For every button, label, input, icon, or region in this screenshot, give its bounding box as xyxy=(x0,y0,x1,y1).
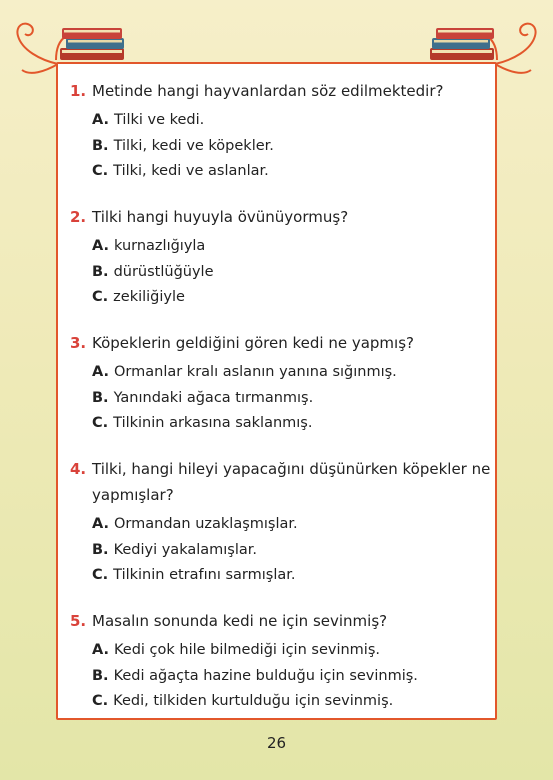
page-number: 26 xyxy=(266,734,287,752)
question-number: 5. xyxy=(70,612,87,630)
option-b[interactable]: B. Tilki, kedi ve köpekler. xyxy=(92,137,274,154)
question-number: 4. xyxy=(70,460,87,478)
option-c[interactable]: C. Kedi, tilkiden kurtulduğu için sevinmiş. xyxy=(92,693,394,709)
option-a[interactable]: A. Ormanlar kralı aslanın yanına sığınmış. xyxy=(92,364,397,380)
question-text: Tilki, hangi hileyi yapacağını düşünürken köpekler ne yapmışlar? xyxy=(92,460,491,504)
question-text: Köpeklerin geldiğini gören kedi ne yapmış? xyxy=(92,334,414,352)
option-b[interactable]: B. Kediyi yakalamışlar. xyxy=(92,541,257,558)
option-a[interactable]: A. Ormandan uzaklaşmışlar. xyxy=(92,516,298,532)
option-b[interactable]: B. Yanındaki ağaca tırmanmış. xyxy=(92,389,314,406)
question-number: 3. xyxy=(70,334,87,352)
question-1 xyxy=(70,78,500,185)
question-text: Tilki hangi huyuyla övünüyormuş? xyxy=(92,208,349,226)
option-c[interactable]: C. Tilki, kedi ve aslanlar. xyxy=(92,163,269,179)
question-text: Metinde hangi hayvanlardan söz edilmektedir? xyxy=(92,82,444,100)
option-b[interactable]: B. Kedi ağaçta hazine bulduğu için sevinmiş. xyxy=(92,667,418,684)
question-number: 1. xyxy=(70,82,87,100)
option-b[interactable]: B. dürüstlüğüyle xyxy=(92,263,214,280)
option-c[interactable]: C. zekiliğiyle xyxy=(92,289,185,305)
option-a[interactable]: A. Kedi çok hile bilmediği için sevinmiş. xyxy=(92,642,380,658)
question-3 xyxy=(70,330,500,437)
option-a[interactable]: A. Tilki ve kedi. xyxy=(92,112,205,128)
question-text: Masalın sonunda kedi ne için sevinmiş? xyxy=(92,612,388,630)
option-c[interactable]: C. Tilkinin etrafını sarmışlar. xyxy=(92,567,296,583)
book-stack-right xyxy=(430,28,494,60)
question-2 xyxy=(70,204,500,311)
option-a[interactable]: A. kurnazlığıyla xyxy=(92,238,206,254)
question-5 xyxy=(70,608,500,715)
question-4 xyxy=(70,456,500,589)
option-c[interactable]: C. Tilkinin arkasına saklanmış. xyxy=(92,415,313,431)
book-stack-left xyxy=(60,28,124,60)
question-number: 2. xyxy=(70,208,87,226)
